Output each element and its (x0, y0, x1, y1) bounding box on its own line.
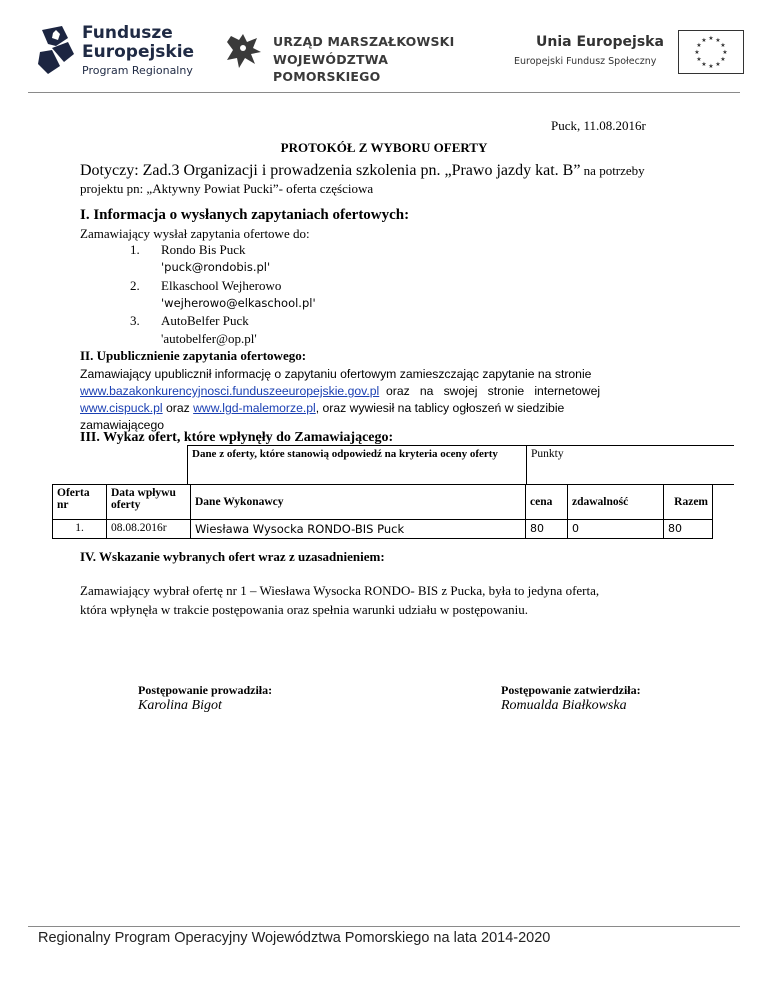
um-logo (225, 32, 495, 84)
section-2-text-b: oraz (162, 401, 194, 415)
subject-line-2: projektu pn: „Aktywny Powiat Pucki”- oferta częściowa (80, 181, 374, 196)
um-line-2: WOJEWÓDZTWA POMORSKIEGO (273, 52, 389, 84)
col-offer-nr: Oferta nr (53, 485, 107, 520)
svg-text:★: ★ (715, 61, 721, 68)
signature-right-label: Postępowanie zatwierdziła: (501, 683, 641, 697)
eu-logo (512, 32, 752, 77)
footer-divider (28, 926, 740, 927)
eu-flag-icon (678, 30, 744, 74)
section-3-heading: III. Wykaz ofert, które wpłynęły do Zamawiającego: (80, 430, 394, 445)
fe-subtitle: Program Regionalny (82, 64, 193, 77)
col-vendor: Dane Wykonawcy (191, 485, 526, 520)
svg-text:★: ★ (708, 35, 714, 42)
section-4-line-2: która wpłynęła w trakcie postępowania oraz spełnia warunki udziału w postępowaniu. (80, 602, 528, 617)
section-1-intro: Zamawiający wysłał zapytania ofertowe do: (80, 226, 310, 241)
svg-text:★: ★ (722, 49, 728, 56)
header-divider (28, 92, 740, 93)
section-4-heading: IV. Wskazanie wybranych ofert wraz z uzasadnieniem: (80, 549, 385, 564)
griffin-icon (225, 32, 263, 70)
section-4-line-1: Zamawiający wybrał ofertę nr 1 – Wiesława Wysocka RONDO- BIS z Pucka, była to jedyna oferta, (80, 583, 600, 598)
link-bazakonkurencyjnosci[interactable]: www.bazakonkurencyjnosci.funduszeeuropejskie.gov.pl (80, 384, 380, 398)
table-row (53, 520, 713, 539)
recipient-1-num: 1. (130, 242, 140, 257)
fe-star-icon (38, 24, 78, 76)
subject-main: Dotyczy: Zad.3 Organizacji i prowadzenia szkolenia pn. „Prawo jazdy kat. B” (80, 162, 581, 179)
group-points-header: Punkty (527, 446, 735, 485)
um-line-1: URZĄD MARSZAŁKOWSKI (273, 34, 455, 49)
footer-text: Regionalny Program Operacyjny Województwa Pomorskiego na lata 2014-2020 (38, 930, 551, 946)
cell-ability: 0 (568, 520, 664, 539)
signature-left-label: Postępowanie prowadziła: (138, 683, 273, 697)
svg-text:★: ★ (701, 61, 707, 68)
group-criteria-header: Dane z oferty, które stanowią odpowiedź na kryteria oceny oferty (188, 446, 527, 485)
link-lgd-malemorze[interactable]: www.lgd-malemorze.pl (193, 401, 316, 415)
col-ability: zdawalność (568, 485, 664, 520)
recipient-2-name: Elkaschool Wejherowo (161, 278, 282, 293)
eu-title: Unia Europejska (536, 34, 664, 50)
svg-text:★: ★ (715, 37, 721, 44)
fe-title-2: Europejskie (82, 42, 195, 62)
recipient-2-num: 2. (130, 278, 140, 293)
svg-text:★: ★ (701, 37, 707, 44)
section-1-heading: I. Informacja o wysłanych zapytaniach ofertowych: (80, 207, 410, 223)
recipient-1-email: 'puck@rondobis.pl' (161, 260, 271, 274)
section-2-line-1: Zamawiający upublicznił informację o zapytaniu ofertowym zamieszczając zapytanie na stronie (80, 367, 592, 381)
offers-group-header (187, 445, 734, 485)
svg-text:★: ★ (720, 42, 726, 49)
cell-nr: 1. (53, 520, 107, 539)
subject (80, 162, 645, 180)
section-2-line-2 (80, 383, 688, 400)
col-total: Razem (664, 485, 713, 520)
link-cispuck[interactable]: www.cispuck.pl (80, 401, 163, 415)
section-2-line-3 (80, 400, 688, 417)
recipient-3-num: 3. (130, 313, 140, 328)
recipient-2-email: 'wejherowo@elkaschool.pl' (161, 296, 316, 310)
svg-text:★: ★ (696, 42, 702, 49)
fe-logo (38, 20, 238, 80)
subject-suffix: na potrzeby (580, 163, 645, 178)
cell-date: 08.08.2016r (107, 520, 191, 539)
offers-table-header (53, 485, 713, 520)
recipient-3-email: 'autobelfer@op.pl' (161, 331, 257, 346)
place-date: Puck, 11.08.2016r (551, 118, 646, 133)
signature-right-name: Romualda Białkowska (501, 698, 627, 713)
cell-price: 80 (526, 520, 568, 539)
section-2-text-a: oraz na swojej stronie internetowej (379, 384, 601, 398)
col-date: Data wpływu oferty (107, 485, 191, 520)
svg-text:★: ★ (708, 63, 714, 70)
recipient-1-name: Rondo Bis Puck (161, 242, 246, 257)
cell-vendor: Wiesława Wysocka RONDO-BIS Puck (191, 520, 526, 539)
eu-subtitle: Europejski Fundusz Społeczny (514, 56, 657, 67)
section-2-body (80, 366, 688, 434)
section-2-heading: II. Upublicznienie zapytania ofertowego: (80, 348, 307, 363)
cell-total: 80 (664, 520, 713, 539)
recipient-3-name: AutoBelfer Puck (161, 313, 249, 328)
section-2-line-4: zamawiającego (80, 418, 165, 432)
page-title: PROTOKÓŁ Z WYBORU OFERTY (280, 140, 488, 155)
svg-text:★: ★ (696, 56, 702, 63)
signature-left-name: Karolina Bigot (138, 698, 222, 713)
section-2-text-c: , oraz wywiesił na tablicy ogłoszeń w siedzibie (315, 401, 565, 415)
offers-table (52, 484, 713, 539)
fe-title: Fundusze (82, 23, 173, 43)
col-price: cena (526, 485, 568, 520)
section-4-body (80, 581, 599, 619)
svg-text:★: ★ (720, 56, 726, 63)
svg-text:★: ★ (694, 49, 700, 56)
